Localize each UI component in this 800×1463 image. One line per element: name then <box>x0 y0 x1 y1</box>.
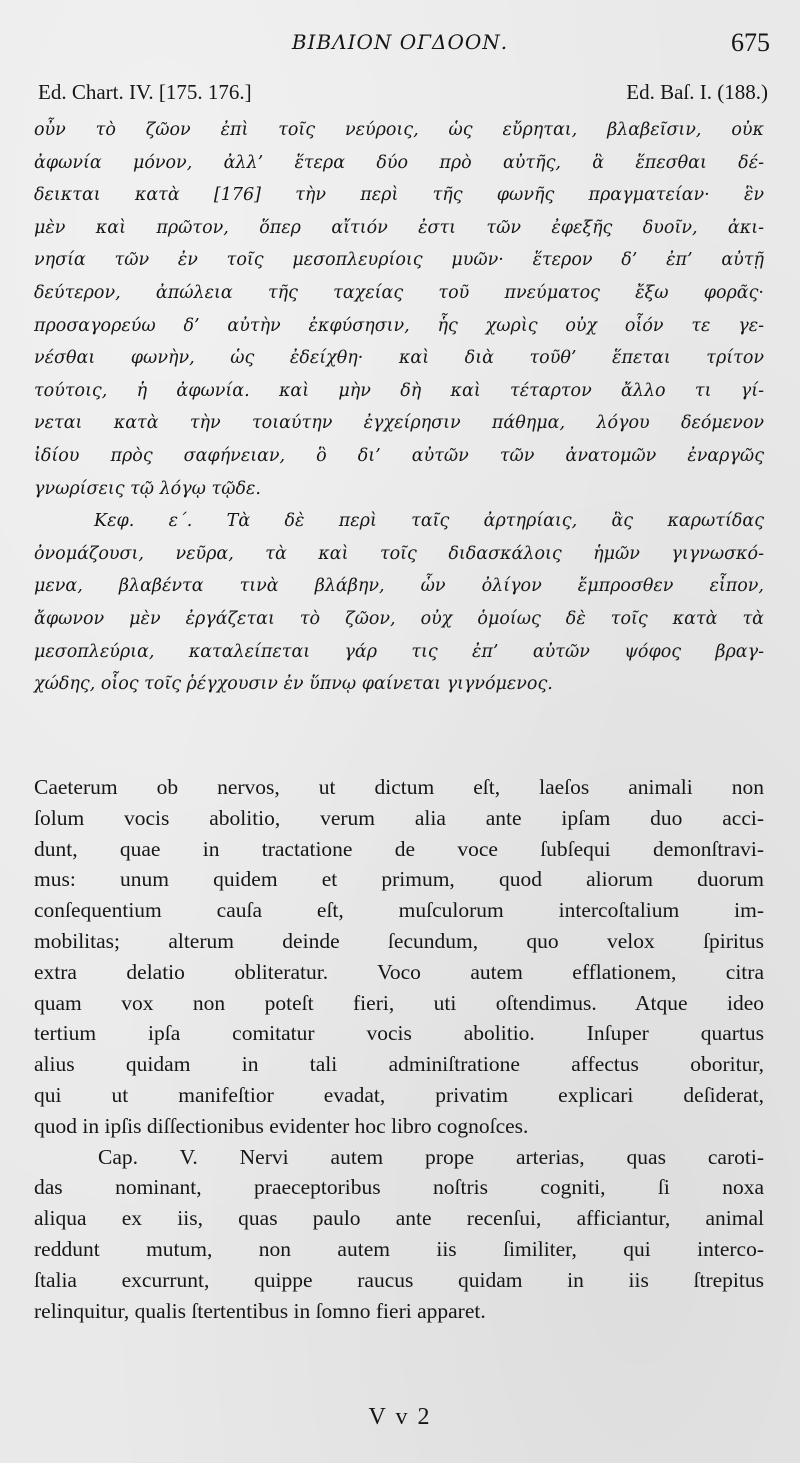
latin-text-line: mobilitas; alterum deinde ſecundum, quo velox ſpiritus <box>34 928 764 953</box>
greek-text-line: μὲν καὶ πρῶτον, ὅπερ αἴτιόν ἐστι τῶν ἐφεξῆς δυοῖν, ἀκι- <box>34 217 764 238</box>
greek-text-line: ὀνομάζουσι, νεῦρα, τὰ καὶ τοῖς διδασκάλοις ἡμῶν γιγνωσκό- <box>34 543 764 564</box>
greek-text-line: δεύτερον, ἀπώλεια τῆς ταχείας τοῦ πνεύματος ἔξω φορᾶς· <box>34 282 764 303</box>
latin-text-line: das nominant, praeceptoribus noſtris cogniti, ſi noxa <box>34 1175 764 1200</box>
latin-text-line: mus: unum quidem et primum, quod aliorum duorum <box>34 867 764 892</box>
edition-reference-chartier: Ed. Chart. IV. [175. 176.] <box>38 80 252 104</box>
greek-text-line: δεικται κατὰ [176] τὴν περὶ τῆς φωνῆς πραγματείαν· ἓν <box>34 185 764 206</box>
greek-text-line: οὖν τὸ ζῶον ἐπὶ τοῖς νεύροις, ὡς εὔρηται, βλαβεῖσιν, οὐκ <box>34 120 764 140</box>
latin-text-block <box>34 772 764 1326</box>
latin-text-line: quam vox non poteſt fieri, uti oſtendimus. Atque ideo <box>34 990 764 1015</box>
greek-text-line: τούτοις, ἡ ἀφωνία. καὶ μὴν δὴ καὶ τέταρτον ἄλλο τι γί- <box>34 380 764 401</box>
latin-text-line: aliqua ex iis, quas paulo ante recenſui, afficiantur, animal <box>34 1206 764 1231</box>
latin-text-line: quod in ipſis diſſectionibus evidenter hoc libro cognoſces. <box>34 1113 529 1138</box>
greek-text-line: χώδης, οἷος τοῖς ῥέγχουσιν ἐν ὕπνῳ φαίνεται γιγνόμενος. <box>34 674 553 695</box>
latin-text-line: reddunt mutum, non autem iis ſimiliter, qui interco- <box>34 1236 764 1261</box>
page-number: 675 <box>731 28 770 57</box>
latin-text-line: qui ut manifeſtior evadat, privatim explicari deſiderat, <box>34 1082 764 1107</box>
greek-text-line: νησία τῶν ἐν τοῖς μεσοπλευρίοις μυῶν· ἕτερον δ’ ἐπ’ αὐτῇ <box>34 250 764 271</box>
greek-text-line: νέσθαι φωνὴν, ὡς ἐδείχθη· καὶ διὰ τοῦθ’ ἕπεται τρίτον <box>34 348 764 369</box>
latin-text-line: ſtalia excurrunt, quippe raucus quidam in iis ſtrepitus <box>34 1267 764 1292</box>
greek-text-line: μενα, βλαβέντα τινὰ βλάβην, ὧν ὀλίγον ἔμπροσθεν εἶπον, <box>34 576 764 597</box>
edition-reference-basel: Ed. Baſ. I. (188.) <box>626 80 768 104</box>
latin-text-line: conſequentium cauſa eſt, muſculorum intercoſtalium im- <box>34 898 764 923</box>
latin-text-line: tertium ipſa comitatur vocis abolitio. Inſuper quartus <box>34 1021 764 1046</box>
latin-text-line: dunt, quae in tractatione de voce ſubſequi demonſtravi- <box>34 836 764 861</box>
latin-text-line: Caeterum ob nervos, ut dictum eſt, laeſos animali non <box>34 775 764 799</box>
running-title: ΒΙΒΛΙΟΝ ΟΓΔΟΟΝ. <box>291 30 509 54</box>
greek-text-line: ἰδίου πρὸς σαφήνειαν, ὃ δι’ αὐτῶν τῶν ἀνατομῶν ἐναργῶς <box>34 445 764 466</box>
greek-text-block <box>34 114 764 701</box>
signature-mark: V v 2 <box>368 1404 432 1430</box>
greek-text-line: Κεφ. ε΄. Τὰ δὲ περὶ ταῖς ἀρτηρίαις, ἃς καρωτίδας <box>94 511 764 532</box>
greek-text-line: ἄφωνον μὲν ἐργάζεται τὸ ζῶον, οὐχ ὁμοίως δὲ τοῖς κατὰ τὰ <box>34 608 764 629</box>
latin-text-line: extra delatio obliteratur. Voco autem efflationem, citra <box>34 959 764 984</box>
greek-text-line: νεται κατὰ τὴν τοιαύτην ἐγχείρησιν πάθημα, λόγου δεόμενον <box>34 413 764 434</box>
greek-text-line: γνωρίσεις τῷ λόγῳ τῷδε. <box>34 478 261 499</box>
latin-text-line: ſolum vocis abolitio, verum alia ante ipſam duo acci- <box>34 805 764 830</box>
greek-text-line: μεσοπλεύρια, καταλείπεται γάρ τις ἐπ’ αὐτῶν ψόφος βραγ- <box>34 641 764 662</box>
latin-text-line: Cap. V. Nervi autem prope arterias, quas caroti- <box>98 1144 764 1169</box>
latin-text-line: relinquitur, qualis ſtertentibus in ſomno fieri apparet. <box>34 1298 486 1323</box>
latin-text-line: alius quidam in tali adminiſtratione affectus oboritur, <box>34 1052 764 1077</box>
greek-text-line: προσαγορεύω δ’ αὐτὴν ἐκφύσησιν, ἧς χωρὶς οὐχ οἷόν τε γε- <box>34 315 764 336</box>
greek-text-line: ἀφωνία μόνον, ἀλλ’ ἕτερα δύο πρὸ αὐτῆς, ἃ ἕπεσθαι δέ- <box>34 152 764 173</box>
